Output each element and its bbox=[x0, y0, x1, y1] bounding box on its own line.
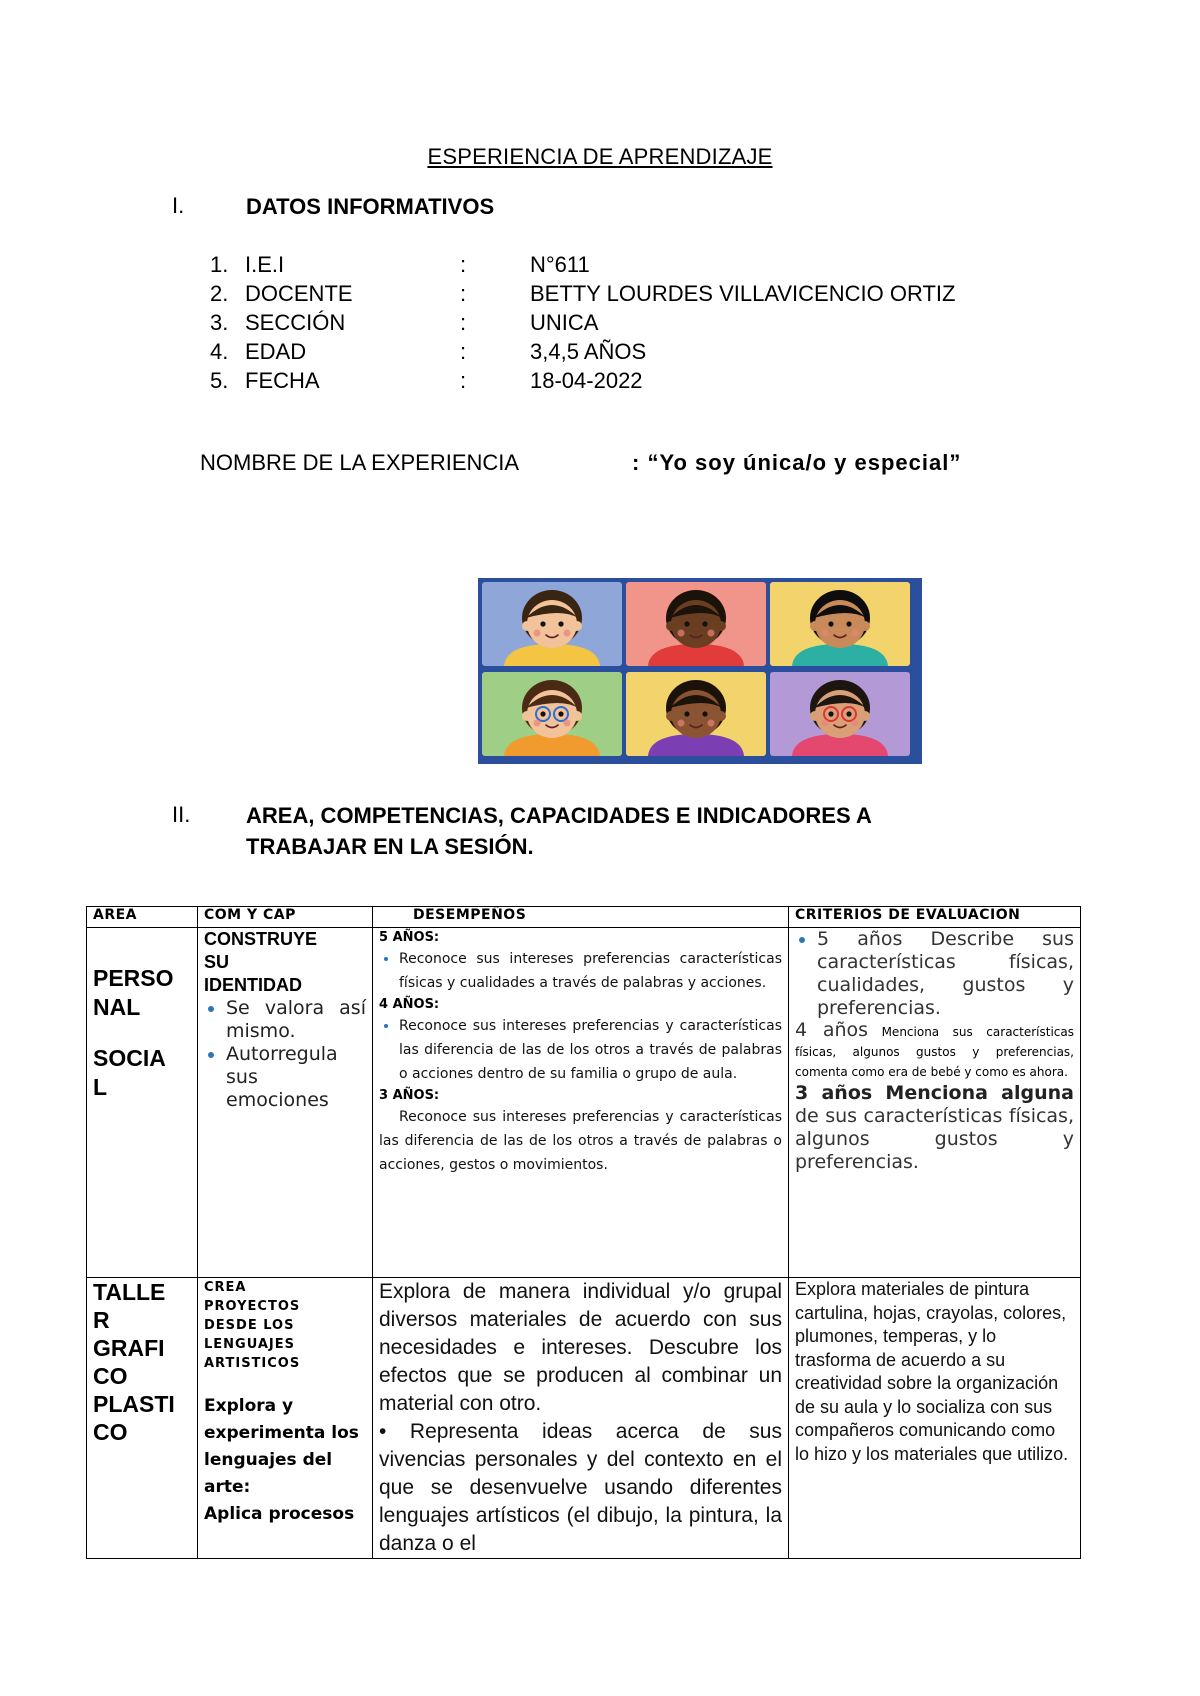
header-com-cap: COM Y CAP bbox=[198, 907, 373, 928]
info-row-fecha bbox=[0, 366, 1200, 395]
header-criterios: CRITERIOS DE EVALUACION bbox=[789, 907, 1081, 928]
performance-5: • Reconoce sus intereses preferencias características físicas y cualidades a través de palabras y acciones. bbox=[399, 947, 782, 995]
header-desempenos: DESEMPEÑOS bbox=[373, 907, 789, 928]
competencies-table bbox=[86, 906, 1081, 1559]
table-header-row bbox=[87, 907, 1081, 928]
section-1-number: I. bbox=[172, 193, 185, 218]
children-illustration bbox=[478, 578, 922, 764]
info-number: 2. bbox=[210, 281, 229, 306]
capacity-item: • Se valora así mismo. bbox=[226, 997, 366, 1043]
area-line: TALLE bbox=[93, 1279, 166, 1305]
age-3-label: 3 AÑOS: bbox=[379, 1088, 440, 1103]
competency-line: CREA bbox=[204, 1280, 247, 1295]
section-2-title-line1: AREA, COMPETENCIAS, CAPACIDADES E INDICADORES A bbox=[246, 803, 872, 828]
criterion-3-prefix: 3 años Menciona alguna bbox=[795, 1082, 1074, 1104]
section-1-title: DATOS INFORMATIVOS bbox=[246, 194, 495, 219]
info-separator: : bbox=[460, 310, 467, 335]
document-title: ESPERIENCIA DE APRENDIZAJE bbox=[427, 144, 773, 169]
area-cell bbox=[87, 928, 198, 1278]
info-label: FECHA bbox=[245, 368, 320, 393]
child-face-tile bbox=[482, 582, 622, 666]
area-line: NAL bbox=[93, 994, 141, 1020]
criterion-4-text: Menciona sus características físicas, algunos gustos y preferencias, comenta como era de bebé y como es ahora. bbox=[795, 1025, 1074, 1079]
area-name bbox=[93, 964, 191, 1102]
info-row-seccion bbox=[0, 308, 1200, 337]
info-label: SECCIÓN bbox=[245, 310, 346, 335]
info-label: EDAD bbox=[245, 339, 307, 364]
competency-line: CONSTRUYE bbox=[204, 929, 318, 949]
info-value: 18-04-2022 bbox=[530, 368, 643, 393]
performance-4: • Reconoce sus intereses preferencias y características las diferencia de las de los otros a través de palabras o acciones dentro de su familia o grupo de aula. bbox=[399, 1014, 782, 1086]
child-face-tile bbox=[770, 672, 910, 756]
info-separator: : bbox=[460, 339, 467, 364]
info-value: 3,4,5 AÑOS bbox=[530, 339, 647, 364]
performance-cell bbox=[373, 1278, 789, 1559]
info-label: DOCENTE bbox=[245, 281, 353, 306]
area-line: CO bbox=[93, 1419, 128, 1445]
performance-cell bbox=[373, 928, 789, 1278]
info-row-iei bbox=[0, 250, 1200, 279]
age-5-label: 5 AÑOS: bbox=[379, 930, 440, 945]
table-row bbox=[87, 1278, 1081, 1559]
area-cell bbox=[87, 1278, 198, 1559]
capacity-text: Explora y experimenta los lenguajes del arte: bbox=[204, 1396, 359, 1497]
info-row-docente bbox=[0, 279, 1200, 308]
area-line: PERSO bbox=[93, 965, 174, 991]
competency-cell bbox=[198, 928, 373, 1278]
criterion-4 bbox=[795, 1020, 1074, 1082]
section-2-title-line2: TRABAJAR EN LA SESIÓN. bbox=[246, 834, 534, 859]
info-value: UNICA bbox=[530, 310, 599, 335]
capacity-text-2: Aplica procesos bbox=[204, 1504, 355, 1524]
competency-cell bbox=[198, 1278, 373, 1559]
criteria-cell bbox=[789, 928, 1081, 1278]
info-label: I.E.I bbox=[245, 252, 285, 277]
competency-line: PROYECTOS bbox=[204, 1299, 301, 1314]
competency-line: IDENTIDAD bbox=[204, 975, 302, 995]
area-line: PLASTI bbox=[93, 1391, 175, 1417]
criterion-4-prefix: 4 años bbox=[795, 1019, 869, 1041]
table-row bbox=[87, 928, 1081, 1278]
competency-line: LENGUAJES bbox=[204, 1337, 296, 1352]
capacity-list bbox=[204, 997, 366, 1112]
info-value: BETTY LOURDES VILLAVICENCIO ORTIZ bbox=[530, 281, 956, 306]
child-face-tile bbox=[770, 582, 910, 666]
info-number: 3. bbox=[210, 310, 229, 335]
info-value: N°611 bbox=[530, 252, 590, 277]
info-list bbox=[0, 250, 1200, 395]
capacity-item: • Autorregula sus emociones bbox=[226, 1043, 366, 1112]
criterion-text: Explora materiales de pintura cartulina, hojas, crayolas, colores, plumones, temperas, y lo trasforma de acuerdo a su creatividad sobre la organización de su aula y lo socializa con sus compañeros comunicando como lo hizo y los materiales que utilizo. bbox=[795, 1279, 1069, 1464]
child-face-tile bbox=[626, 672, 766, 756]
info-number: 4. bbox=[210, 339, 229, 364]
criterion-3 bbox=[795, 1082, 1074, 1174]
experience-name: : “Yo soy única/o y especial” bbox=[632, 450, 962, 475]
competency-line: ARTISTICOS bbox=[204, 1356, 301, 1371]
criteria-cell bbox=[789, 1278, 1081, 1559]
area-name bbox=[93, 1278, 191, 1446]
header-area: AREA bbox=[87, 907, 198, 928]
area-line: CO bbox=[93, 1363, 128, 1389]
info-number: 1. bbox=[210, 252, 229, 277]
performance-text: Explora de manera individual y/o grupal diversos materiales de acuerdo con sus necesidades e intereses. Descubre los efectos que se producen al combinar un material con otro. bbox=[379, 1280, 782, 1415]
info-separator: : bbox=[460, 281, 467, 306]
performance-text-2: • Representa ideas acerca de sus vivencias personales y del contexto en el que se desenvuelve usando diferentes lenguajes artísticos (el dibujo, la pintura, la danza o el bbox=[379, 1420, 782, 1555]
area-line: L bbox=[93, 1074, 108, 1100]
info-row-edad bbox=[0, 337, 1200, 366]
child-face-tile bbox=[626, 582, 766, 666]
performance-3: Reconoce sus intereses preferencias y características las diferencia de las de los otros a través de palabras o acciones, gestos o movimientos. bbox=[379, 1109, 782, 1173]
competency-line: DESDE LOS bbox=[204, 1318, 295, 1333]
competency-title bbox=[204, 928, 366, 997]
info-number: 5. bbox=[210, 368, 229, 393]
competency-line: SU bbox=[204, 952, 230, 972]
area-line: GRAFI bbox=[93, 1335, 165, 1361]
area-line: R bbox=[93, 1307, 110, 1333]
info-separator: : bbox=[460, 368, 467, 393]
criterion-5: • 5 años Describe sus características físicas, cualidades, gustos y preferencias. bbox=[817, 928, 1074, 1020]
section-2-number: II. bbox=[172, 802, 191, 827]
child-face-tile bbox=[482, 672, 622, 756]
criterion-3-text: de sus características físicas, algunos gustos y preferencias. bbox=[795, 1105, 1074, 1173]
competency-title bbox=[204, 1278, 366, 1373]
experience-label: NOMBRE DE LA EXPERIENCIA bbox=[200, 450, 520, 475]
area-line: SOCIA bbox=[93, 1045, 166, 1071]
children-faces-image bbox=[482, 582, 918, 760]
age-4-label: 4 AÑOS: bbox=[379, 997, 440, 1012]
info-separator: : bbox=[460, 252, 467, 277]
